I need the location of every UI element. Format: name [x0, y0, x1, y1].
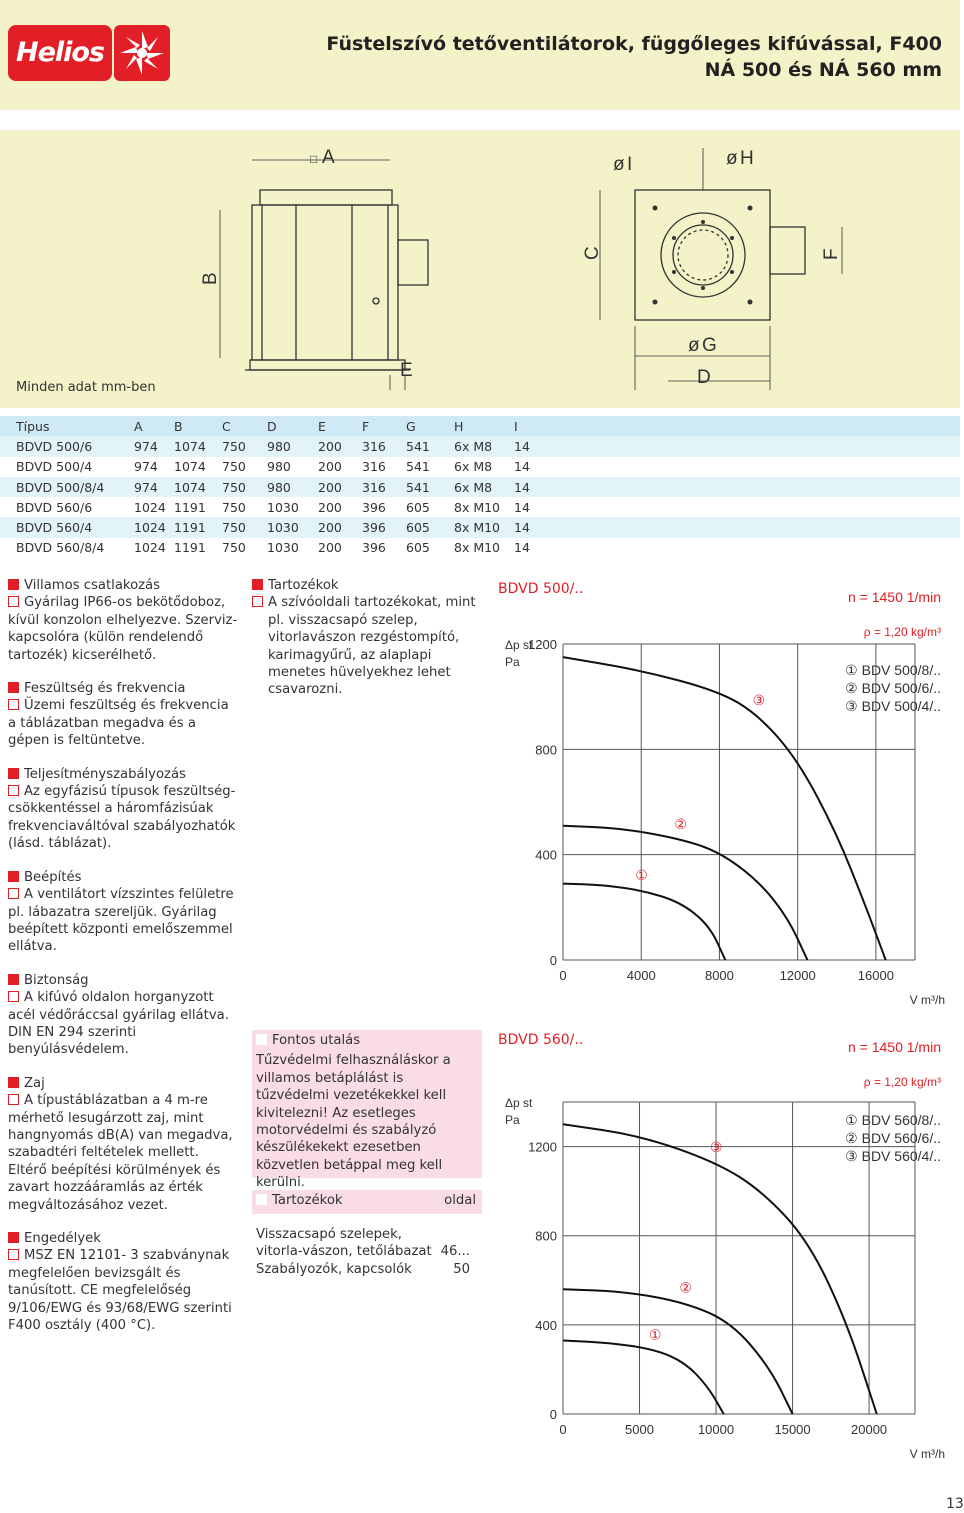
accessories-body: A szívóoldali tartozékokat, mint pl. visszacsapó szelep, vitorlavászon rezgéstompító, karimagyűrű, az alaplapi menetes hüvelyekhez lehet csavarozni.	[252, 594, 482, 698]
table-cell: 1191	[174, 497, 222, 517]
y-axis-unit: Pa	[505, 655, 520, 669]
column-header: H	[454, 416, 514, 436]
table-cell: 541	[406, 457, 454, 477]
x-tick-label: 0	[559, 968, 567, 983]
table-cell: 6x M8	[454, 457, 514, 477]
series-line-2	[563, 1289, 793, 1414]
section-heading: Biztonság	[8, 972, 240, 989]
dim-label-i: I	[627, 154, 633, 175]
dim-label-h: H	[740, 148, 754, 169]
table-cell: 200	[318, 457, 362, 477]
chart-bdvd-500	[495, 580, 960, 1010]
table-cell: 396	[362, 517, 406, 537]
y-tick-label: 400	[535, 1317, 557, 1333]
series-line-3	[563, 1124, 877, 1414]
accessories-section	[252, 577, 482, 699]
y-tick-label: 0	[549, 1407, 557, 1422]
dim-label-e: E	[400, 360, 413, 381]
table-cell: BDVD 560/4	[0, 517, 134, 537]
table-cell: 316	[362, 457, 406, 477]
important-heading: Fontos utalás	[256, 1032, 478, 1049]
column-header: F	[362, 416, 406, 436]
table-cell: 1191	[174, 538, 222, 558]
speed-label: n = 1450 1/min	[847, 1039, 941, 1055]
important-body: Tűzvédelmi felhasználáskor a villamos betáplálást is tűzvédelmi vezetékekkel kell kivitelezni! Az esetleges motorvédelmi és szabályzó készülékekekt ezesetben közvetlen betáppal meg kell kerülni.	[256, 1053, 451, 1191]
column-header: I	[514, 416, 960, 436]
density-label: ρ = 1,20 kg/m³	[863, 1075, 941, 1089]
helios-logo: Helios	[8, 25, 112, 81]
legend-entry-1: ① BDV 560/8/..	[845, 1112, 941, 1128]
table-cell: 605	[406, 538, 454, 558]
series-line-1	[563, 884, 725, 960]
dim-label-b: B	[200, 272, 221, 285]
table-row	[0, 436, 960, 456]
table-cell: 6x M8	[454, 436, 514, 456]
dim-label-d: D	[697, 367, 711, 388]
diameter-symbol-i: ø	[613, 154, 625, 175]
accessories-list	[256, 1226, 470, 1278]
section-heading: Feszültség és frekvencia	[8, 680, 240, 697]
x-tick-label: 8000	[704, 968, 734, 983]
red-square-icon	[8, 768, 19, 779]
info-section	[8, 972, 240, 1059]
section-heading: Zaj	[8, 1075, 240, 1092]
red-square-icon	[8, 1077, 19, 1088]
open-square-icon	[8, 888, 19, 899]
table-body	[0, 436, 960, 558]
open-square-icon	[8, 991, 19, 1002]
chart1-title: BDVD 500/..	[498, 581, 584, 597]
page-subtitle: NÁ 500 és NÁ 560 mm	[704, 59, 942, 81]
speed-label: n = 1450 1/min	[847, 589, 941, 605]
y-tick-label: 800	[535, 742, 557, 758]
x-tick-label: 5000	[625, 1422, 654, 1437]
open-square-icon	[8, 785, 19, 796]
dim-label-f: F	[821, 248, 842, 260]
open-square-icon	[8, 1249, 19, 1260]
table-cell: BDVD 500/6	[0, 436, 134, 456]
section-body: Üzemi feszültség és frekvencia a táblázatban megadva és a gépen is feltüntetve.	[8, 698, 229, 749]
table-cell: 980	[267, 436, 318, 456]
table-cell: 1024	[134, 538, 174, 558]
table-cell: 200	[318, 497, 362, 517]
curve-label-3: ③	[710, 1139, 723, 1156]
dim-label-a: A	[322, 147, 335, 168]
open-square-icon	[8, 1094, 19, 1105]
table-row	[0, 497, 960, 517]
column-header: E	[318, 416, 362, 436]
table-cell: 605	[406, 497, 454, 517]
table-cell: BDVD 500/4	[0, 457, 134, 477]
open-square-icon	[252, 596, 263, 607]
y-axis-label: Δp st	[505, 1096, 533, 1110]
column-header: C	[222, 416, 267, 436]
x-tick-label: 12000	[779, 968, 816, 983]
red-square-icon	[8, 1232, 19, 1243]
x-tick-label: 15000	[774, 1422, 811, 1437]
table-cell: 1074	[174, 436, 222, 456]
curve-label-1: ①	[648, 1326, 662, 1343]
section-heading: Villamos csatlakozás	[8, 577, 240, 594]
table-header	[0, 416, 960, 436]
table-cell: 200	[318, 477, 362, 497]
legend-entry-2: ② BDV 560/6/..	[845, 1130, 941, 1146]
diameter-symbol-g: ø	[688, 335, 700, 356]
curve-label-2: ②	[674, 815, 687, 832]
table-cell: 14	[514, 517, 960, 537]
info-section	[8, 680, 240, 750]
table-cell: 750	[222, 477, 267, 497]
chart-bdvd-560	[495, 1030, 960, 1465]
y-tick-label: 0	[549, 953, 557, 968]
table-cell: 6x M8	[454, 477, 514, 497]
accessories-table-header: Tartozékok oldal	[252, 1190, 482, 1214]
table-cell: 1030	[267, 517, 318, 537]
info-section	[8, 577, 240, 664]
x-axis-unit: V m³/h	[909, 1447, 945, 1461]
series-line-2	[563, 826, 807, 960]
legend-entry-3: ③ BDV 560/4/..	[845, 1148, 941, 1164]
table-cell: 316	[362, 436, 406, 456]
section-body: Az egyfázisú típusok feszültség-csökkentéssel a háromfázisúak frekvenciaváltóval szabályozhatók (lásd. táblázat).	[8, 784, 236, 852]
table-cell: 974	[134, 477, 174, 497]
section-body: A kifúvó oldalon horganyzott acél védőráccsal gyárilag ellátva. DIN EN 294 szerinti benyúlásvédelem.	[8, 990, 229, 1058]
table-cell: 14	[514, 477, 960, 497]
section-body: Gyárilag IP66-os bekötődoboz, kívül konzolon elhelyezve. Szerviz-kapcsolóra (külön rendelendő tartozék) kicserélhető.	[8, 595, 238, 663]
dimension-table	[0, 416, 960, 558]
section-body: A típustáblázatban a 4 m-re mérhető lesugárzott zaj, mint hangnyomás dB(A) van megadva, szabadtéri feltételek mellett. Eltérő beépítési körülmények és zavart hozzááramlás az érték megváltozásához vezet.	[8, 1093, 233, 1213]
table-cell: 14	[514, 497, 960, 517]
column-header: G	[406, 416, 454, 436]
table-cell: BDVD 500/8/4	[0, 477, 134, 497]
table-cell: 396	[362, 538, 406, 558]
table-cell: 750	[222, 436, 267, 456]
table-cell: 8x M10	[454, 497, 514, 517]
open-square-icon	[8, 596, 19, 607]
column-header: B	[174, 416, 222, 436]
series-line-1	[563, 1340, 724, 1414]
info-section	[8, 766, 240, 853]
curve-label-2: ②	[679, 1279, 692, 1296]
table-cell: 750	[222, 497, 267, 517]
section-body: A ventilátort vízszintes felületre pl. lábazatra szereljük. Gyárilag beépített központi emelőszemmel ellátva.	[8, 887, 234, 955]
table-cell: 14	[514, 538, 960, 558]
page-column-label: oldal	[444, 1193, 476, 1208]
chart2-title: BDVD 560/..	[498, 1032, 584, 1048]
page-title: Füstelszívó tetőventilátorok, függőleges kifúvással, F400	[326, 33, 942, 55]
table-cell: 1030	[267, 538, 318, 558]
curve-label-3: ③	[752, 692, 766, 709]
table-cell: 750	[222, 538, 267, 558]
important-box	[252, 1030, 482, 1191]
dim-label-c: C	[582, 246, 603, 260]
open-square-icon	[8, 699, 19, 710]
section-heading: Teljesítményszabályozás	[8, 766, 240, 783]
units-note: Minden adat mm-ben	[16, 380, 156, 395]
curve-label-1: ①	[635, 867, 648, 884]
table-cell: 316	[362, 477, 406, 497]
table-row	[0, 477, 960, 497]
list-item: Szabályozók, kapcsolók 50	[256, 1261, 470, 1277]
open-square-icon	[256, 1034, 267, 1045]
table-cell: 8x M10	[454, 538, 514, 558]
accessories-heading: Tartozékok	[252, 577, 482, 594]
y-tick-label: 1200	[528, 637, 557, 652]
table-cell: 396	[362, 497, 406, 517]
table-cell: 1030	[267, 497, 318, 517]
column-header: D	[267, 416, 318, 436]
y-axis-label: Δp st	[505, 638, 533, 652]
dim-label-square: □	[310, 152, 318, 166]
fan-logo-icon	[114, 25, 170, 81]
column-header: Típus	[0, 416, 134, 436]
table-row	[0, 517, 960, 537]
red-square-icon	[252, 579, 263, 590]
table-cell: 1074	[174, 457, 222, 477]
y-tick-label: 1200	[528, 1139, 557, 1155]
list-item: Visszacsapó szelepek, vitorla-vászon, tetőlábazat 46...	[256, 1227, 470, 1260]
column-header: A	[134, 416, 174, 436]
table-cell: 1024	[134, 497, 174, 517]
left-column	[8, 577, 240, 1334]
info-section	[8, 1075, 240, 1214]
table-cell: 200	[318, 517, 362, 537]
table-cell: 974	[134, 457, 174, 477]
table-cell: 14	[514, 436, 960, 456]
table-cell: 1024	[134, 517, 174, 537]
red-square-icon	[8, 871, 19, 882]
table-cell: 974	[134, 436, 174, 456]
table-cell: 1074	[174, 477, 222, 497]
density-label: ρ = 1,20 kg/m³	[863, 625, 941, 639]
red-square-icon	[8, 579, 19, 590]
x-tick-label: 0	[559, 1422, 567, 1437]
red-square-icon	[8, 974, 19, 985]
section-body: MSZ EN 12101- 3 szabványnak megfelelően bevizsgált és tanúsított. CE megfelelőség 9/106/EWG és 93/68/EWG szerinti F400 osztály (400 °C).	[8, 1248, 232, 1334]
table-cell: 14	[514, 457, 960, 477]
series-line-3	[563, 657, 886, 960]
table-cell: 605	[406, 517, 454, 537]
table-row	[0, 457, 960, 477]
table-cell: 980	[267, 477, 318, 497]
page-number: 13	[946, 1496, 964, 1512]
table-cell: BDVD 560/8/4	[0, 538, 134, 558]
table-cell: 541	[406, 477, 454, 497]
red-square-icon	[8, 682, 19, 693]
table-cell: BDVD 560/6	[0, 497, 134, 517]
dim-label-g: G	[702, 335, 717, 356]
table-cell: 750	[222, 457, 267, 477]
table-cell: 980	[267, 457, 318, 477]
table-row	[0, 538, 960, 558]
table-cell: 200	[318, 538, 362, 558]
section-heading: Beépítés	[8, 869, 240, 886]
table-cell: 750	[222, 517, 267, 537]
info-section	[8, 1230, 240, 1334]
info-section	[8, 869, 240, 956]
x-tick-label: 20000	[851, 1422, 888, 1437]
legend-entry-2: ② BDV 500/6/..	[845, 680, 941, 696]
x-axis-unit: V m³/h	[909, 993, 945, 1007]
y-axis-unit: Pa	[505, 1113, 520, 1127]
diameter-symbol-h: ø	[726, 148, 738, 169]
table-cell: 8x M10	[454, 517, 514, 537]
x-tick-label: 16000	[857, 968, 894, 983]
legend-entry-3: ③ BDV 500/4/..	[845, 698, 941, 714]
y-tick-label: 800	[535, 1228, 557, 1244]
y-tick-label: 400	[535, 847, 557, 863]
open-square-icon	[256, 1194, 267, 1205]
table-cell: 200	[318, 436, 362, 456]
x-tick-label: 4000	[626, 968, 656, 983]
dimension-drawing	[0, 130, 960, 408]
x-tick-label: 10000	[697, 1422, 735, 1437]
table-cell: 541	[406, 436, 454, 456]
section-heading: Engedélyek	[8, 1230, 240, 1247]
legend-entry-1: ① BDV 500/8/..	[845, 662, 941, 678]
table-cell: 1191	[174, 517, 222, 537]
